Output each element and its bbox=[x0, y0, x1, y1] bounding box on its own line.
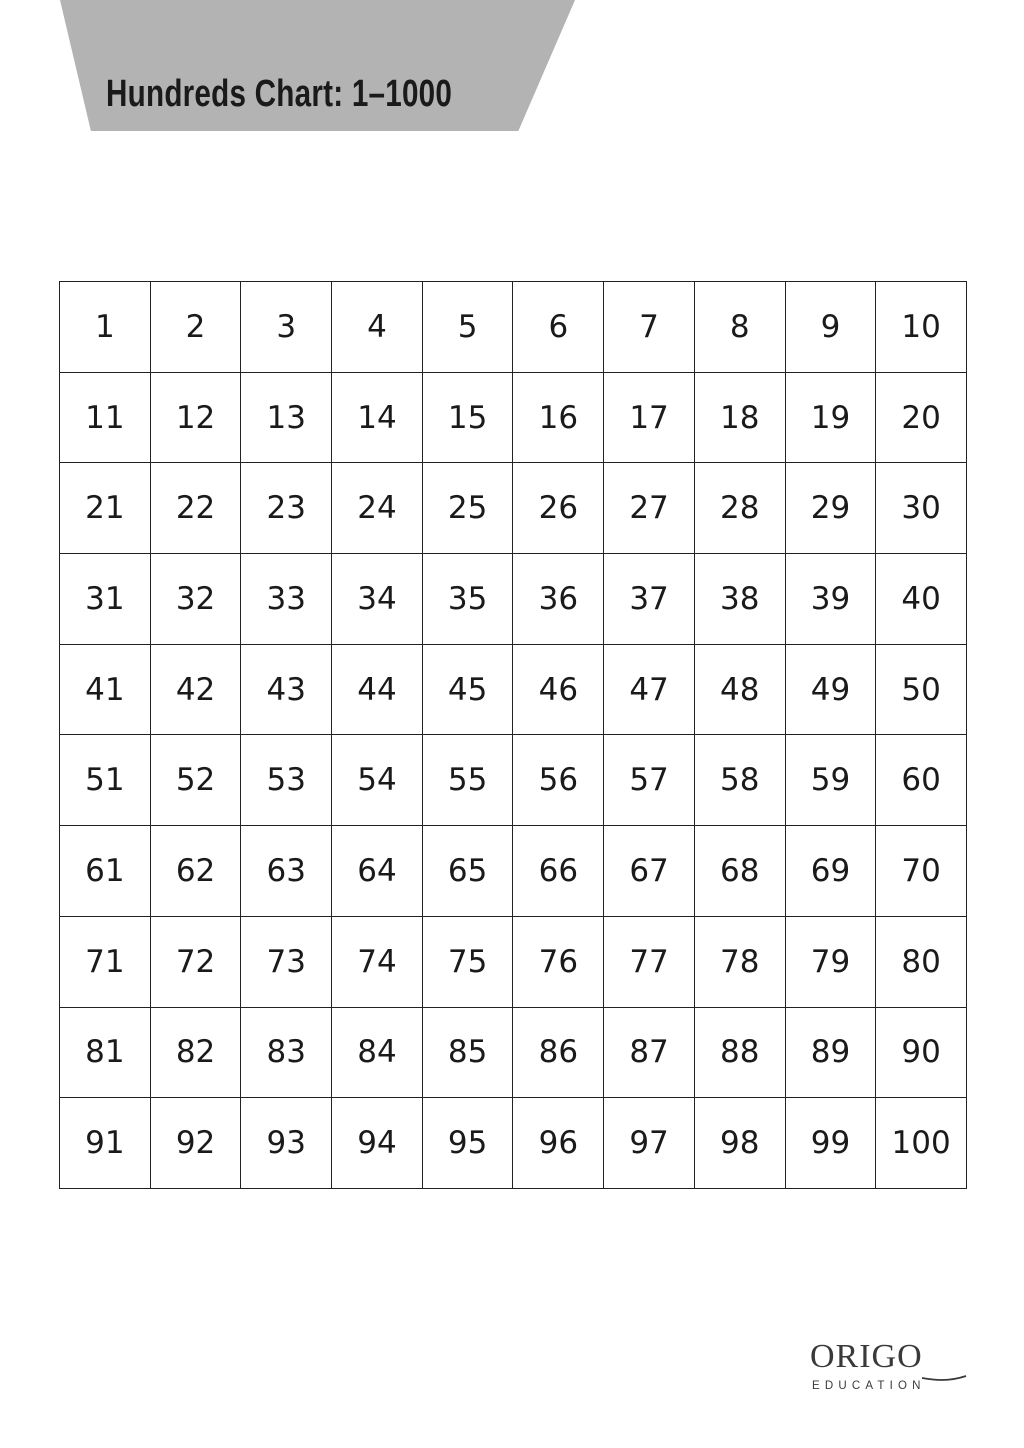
grid-cell: 35 bbox=[423, 554, 514, 645]
grid-cell: 77 bbox=[604, 917, 695, 1008]
grid-cell: 10 bbox=[876, 282, 967, 373]
grid-cell: 1 bbox=[60, 282, 151, 373]
grid-cell: 5 bbox=[423, 282, 514, 373]
grid-cell: 66 bbox=[513, 826, 604, 917]
grid-cell: 13 bbox=[241, 373, 332, 464]
grid-cell: 6 bbox=[513, 282, 604, 373]
grid-cell: 26 bbox=[513, 463, 604, 554]
grid-cell: 97 bbox=[604, 1098, 695, 1189]
grid-cell: 69 bbox=[786, 826, 877, 917]
grid-cell: 20 bbox=[876, 373, 967, 464]
grid-cell: 81 bbox=[60, 1008, 151, 1099]
grid-cell: 100 bbox=[876, 1098, 967, 1189]
grid-cell: 14 bbox=[332, 373, 423, 464]
grid-cell: 64 bbox=[332, 826, 423, 917]
grid-cell: 9 bbox=[786, 282, 877, 373]
grid-cell: 94 bbox=[332, 1098, 423, 1189]
origo-logo bbox=[800, 1338, 980, 1408]
grid-cell: 76 bbox=[513, 917, 604, 1008]
grid-cell: 61 bbox=[60, 826, 151, 917]
grid-cell: 34 bbox=[332, 554, 423, 645]
grid-cell: 45 bbox=[423, 645, 514, 736]
grid-cell: 50 bbox=[876, 645, 967, 736]
grid-cell: 78 bbox=[695, 917, 786, 1008]
grid-cell: 44 bbox=[332, 645, 423, 736]
grid-cell: 58 bbox=[695, 735, 786, 826]
grid-cell: 47 bbox=[604, 645, 695, 736]
grid-cell: 48 bbox=[695, 645, 786, 736]
grid-cell: 19 bbox=[786, 373, 877, 464]
grid-cell: 32 bbox=[151, 554, 242, 645]
grid-cell: 36 bbox=[513, 554, 604, 645]
grid-cell: 27 bbox=[604, 463, 695, 554]
grid-cell: 17 bbox=[604, 373, 695, 464]
grid-cell: 56 bbox=[513, 735, 604, 826]
grid-cell: 73 bbox=[241, 917, 332, 1008]
grid-cell: 8 bbox=[695, 282, 786, 373]
grid-cell: 41 bbox=[60, 645, 151, 736]
grid-cell: 42 bbox=[151, 645, 242, 736]
grid-cell: 51 bbox=[60, 735, 151, 826]
grid-cell: 11 bbox=[60, 373, 151, 464]
grid-cell: 22 bbox=[151, 463, 242, 554]
grid-cell: 29 bbox=[786, 463, 877, 554]
grid-cell: 53 bbox=[241, 735, 332, 826]
grid-cell: 30 bbox=[876, 463, 967, 554]
grid-cell: 68 bbox=[695, 826, 786, 917]
grid-cell: 85 bbox=[423, 1008, 514, 1099]
grid-cell: 16 bbox=[513, 373, 604, 464]
grid-cell: 70 bbox=[876, 826, 967, 917]
grid-cell: 96 bbox=[513, 1098, 604, 1189]
grid-cell: 98 bbox=[695, 1098, 786, 1189]
grid-cell: 21 bbox=[60, 463, 151, 554]
grid-cell: 54 bbox=[332, 735, 423, 826]
grid-cell: 86 bbox=[513, 1008, 604, 1099]
grid-cell: 24 bbox=[332, 463, 423, 554]
grid-cell: 75 bbox=[423, 917, 514, 1008]
grid-cell: 99 bbox=[786, 1098, 877, 1189]
grid-cell: 93 bbox=[241, 1098, 332, 1189]
grid-cell: 4 bbox=[332, 282, 423, 373]
grid-cell: 87 bbox=[604, 1008, 695, 1099]
grid-cell: 88 bbox=[695, 1008, 786, 1099]
grid-cell: 63 bbox=[241, 826, 332, 917]
grid-cell: 84 bbox=[332, 1008, 423, 1099]
grid-cell: 39 bbox=[786, 554, 877, 645]
grid-cell: 40 bbox=[876, 554, 967, 645]
grid-cell: 71 bbox=[60, 917, 151, 1008]
grid-cell: 3 bbox=[241, 282, 332, 373]
logo-swoosh-icon bbox=[920, 1356, 970, 1386]
grid-cell: 62 bbox=[151, 826, 242, 917]
grid-cell: 90 bbox=[876, 1008, 967, 1099]
grid-cell: 2 bbox=[151, 282, 242, 373]
grid-cell: 59 bbox=[786, 735, 877, 826]
logo-wordmark: ORIGO bbox=[810, 1338, 923, 1375]
grid-cell: 95 bbox=[423, 1098, 514, 1189]
grid-cell: 80 bbox=[876, 917, 967, 1008]
grid-cell: 57 bbox=[604, 735, 695, 826]
grid-cell: 79 bbox=[786, 917, 877, 1008]
grid-cell: 82 bbox=[151, 1008, 242, 1099]
grid-cell: 28 bbox=[695, 463, 786, 554]
grid-cell: 49 bbox=[786, 645, 877, 736]
grid-cell: 52 bbox=[151, 735, 242, 826]
grid-cell: 67 bbox=[604, 826, 695, 917]
grid-cell: 38 bbox=[695, 554, 786, 645]
grid-cell: 23 bbox=[241, 463, 332, 554]
grid-cell: 37 bbox=[604, 554, 695, 645]
grid-cell: 89 bbox=[786, 1008, 877, 1099]
grid-cell: 33 bbox=[241, 554, 332, 645]
grid-cell: 65 bbox=[423, 826, 514, 917]
hundreds-grid bbox=[59, 281, 967, 1189]
grid-cell: 60 bbox=[876, 735, 967, 826]
grid-cell: 7 bbox=[604, 282, 695, 373]
grid-cell: 74 bbox=[332, 917, 423, 1008]
page-title: Hundreds Chart: 1–1000 bbox=[106, 73, 453, 115]
grid-cell: 46 bbox=[513, 645, 604, 736]
grid-cell: 43 bbox=[241, 645, 332, 736]
logo-subtitle: EDUCATION bbox=[812, 1380, 926, 1392]
grid-cell: 72 bbox=[151, 917, 242, 1008]
grid-cell: 31 bbox=[60, 554, 151, 645]
grid-cell: 91 bbox=[60, 1098, 151, 1189]
grid-cell: 83 bbox=[241, 1008, 332, 1099]
grid-cell: 15 bbox=[423, 373, 514, 464]
grid-cell: 12 bbox=[151, 373, 242, 464]
grid-cell: 18 bbox=[695, 373, 786, 464]
grid-cell: 55 bbox=[423, 735, 514, 826]
grid-cell: 25 bbox=[423, 463, 514, 554]
grid-cell: 92 bbox=[151, 1098, 242, 1189]
